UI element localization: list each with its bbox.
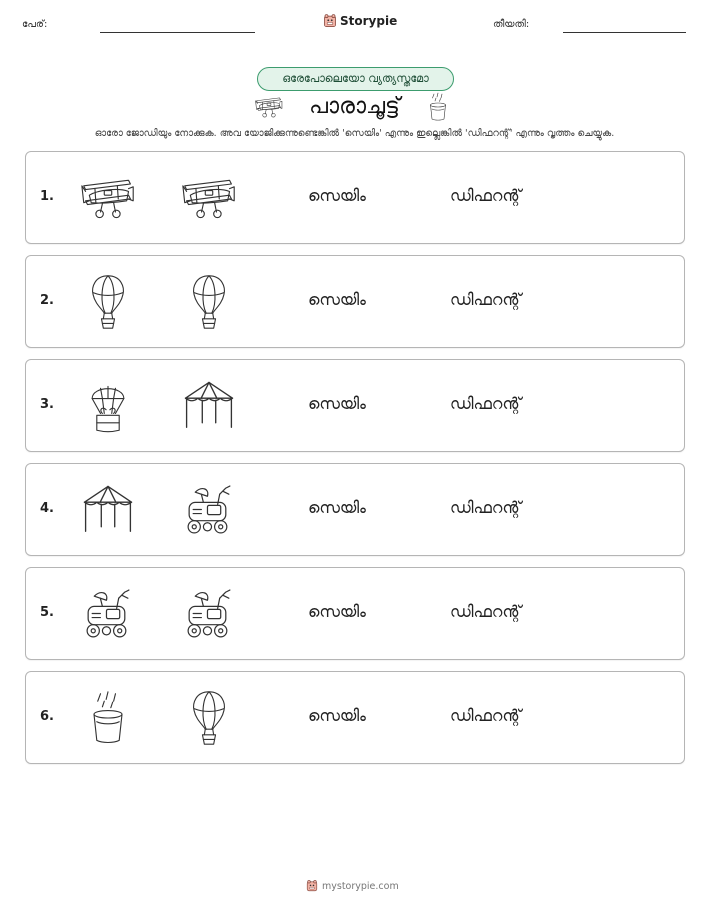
question-number: 6. <box>40 709 54 724</box>
rover-icon <box>181 482 237 538</box>
option-different[interactable]: ഡിഫറന്റ് <box>450 186 522 205</box>
question-number: 2. <box>40 293 54 308</box>
mascot-icon <box>306 880 318 892</box>
question-number: 3. <box>40 397 54 412</box>
question-card <box>25 671 685 764</box>
name-label: പേര്: <box>22 19 48 30</box>
option-same[interactable]: സെയിം <box>308 706 366 725</box>
water-bucket-icon <box>428 92 448 122</box>
question-card <box>25 463 685 556</box>
rover-icon <box>181 586 237 642</box>
mascot-icon <box>323 14 337 28</box>
instruction-text: ഓരോ ജോഡിയും നോക്കുക. അവ യോജിക്കുന്നുണ്ടെങ്കിൽ 'സെയിം' എന്നും ഇല്ലെങ്കിൽ 'ഡിഫറന്റ്' എന്നും വൃത്തം ചെയ്യുക. <box>94 128 615 139</box>
option-different[interactable]: ഡിഫറന്റ് <box>450 706 522 725</box>
date-line[interactable] <box>563 32 686 33</box>
brand-logo <box>323 14 397 28</box>
option-same[interactable]: സെയിം <box>308 290 366 309</box>
footer-site: mystorypie.com <box>322 880 399 892</box>
hot-air-balloon-icon <box>181 690 237 746</box>
option-different[interactable]: ഡിഫറന്റ് <box>450 498 522 517</box>
brand-name: Storypie <box>340 14 398 28</box>
topic-tag: ഒരേപോലെയോ വ്യത്യസ്തമോ <box>257 67 454 91</box>
hot-air-balloon-icon <box>181 274 237 330</box>
page-title: പാരാചൂട്ട് <box>309 94 400 119</box>
option-different[interactable]: ഡിഫറന്റ് <box>450 394 522 413</box>
option-different[interactable]: ഡിഫറന്റ് <box>450 290 522 309</box>
canopy-tent-icon <box>181 378 237 434</box>
rover-icon <box>80 586 136 642</box>
name-line[interactable] <box>100 32 255 33</box>
question-number: 4. <box>40 501 54 516</box>
question-card <box>25 567 685 660</box>
question-card <box>25 359 685 452</box>
question-number: 5. <box>40 605 54 620</box>
question-card <box>25 255 685 348</box>
option-same[interactable]: സെയിം <box>308 602 366 621</box>
option-same[interactable]: സെയിം <box>308 498 366 517</box>
question-card <box>25 151 685 244</box>
canopy-tent-icon <box>80 482 136 538</box>
water-bucket-icon <box>80 690 136 746</box>
footer <box>306 880 399 892</box>
question-number: 1. <box>40 189 54 204</box>
biplane-icon <box>80 170 136 226</box>
option-different[interactable]: ഡിഫറന്റ് <box>450 602 522 621</box>
hot-air-balloon-icon <box>80 274 136 330</box>
biplane-icon <box>181 170 237 226</box>
parachute-icon <box>80 378 136 434</box>
worksheet-header <box>0 14 709 38</box>
option-same[interactable]: സെയിം <box>308 394 366 413</box>
date-label: തീയതി: <box>493 19 530 30</box>
option-same[interactable]: സെയിം <box>308 186 366 205</box>
title-row <box>0 92 709 122</box>
